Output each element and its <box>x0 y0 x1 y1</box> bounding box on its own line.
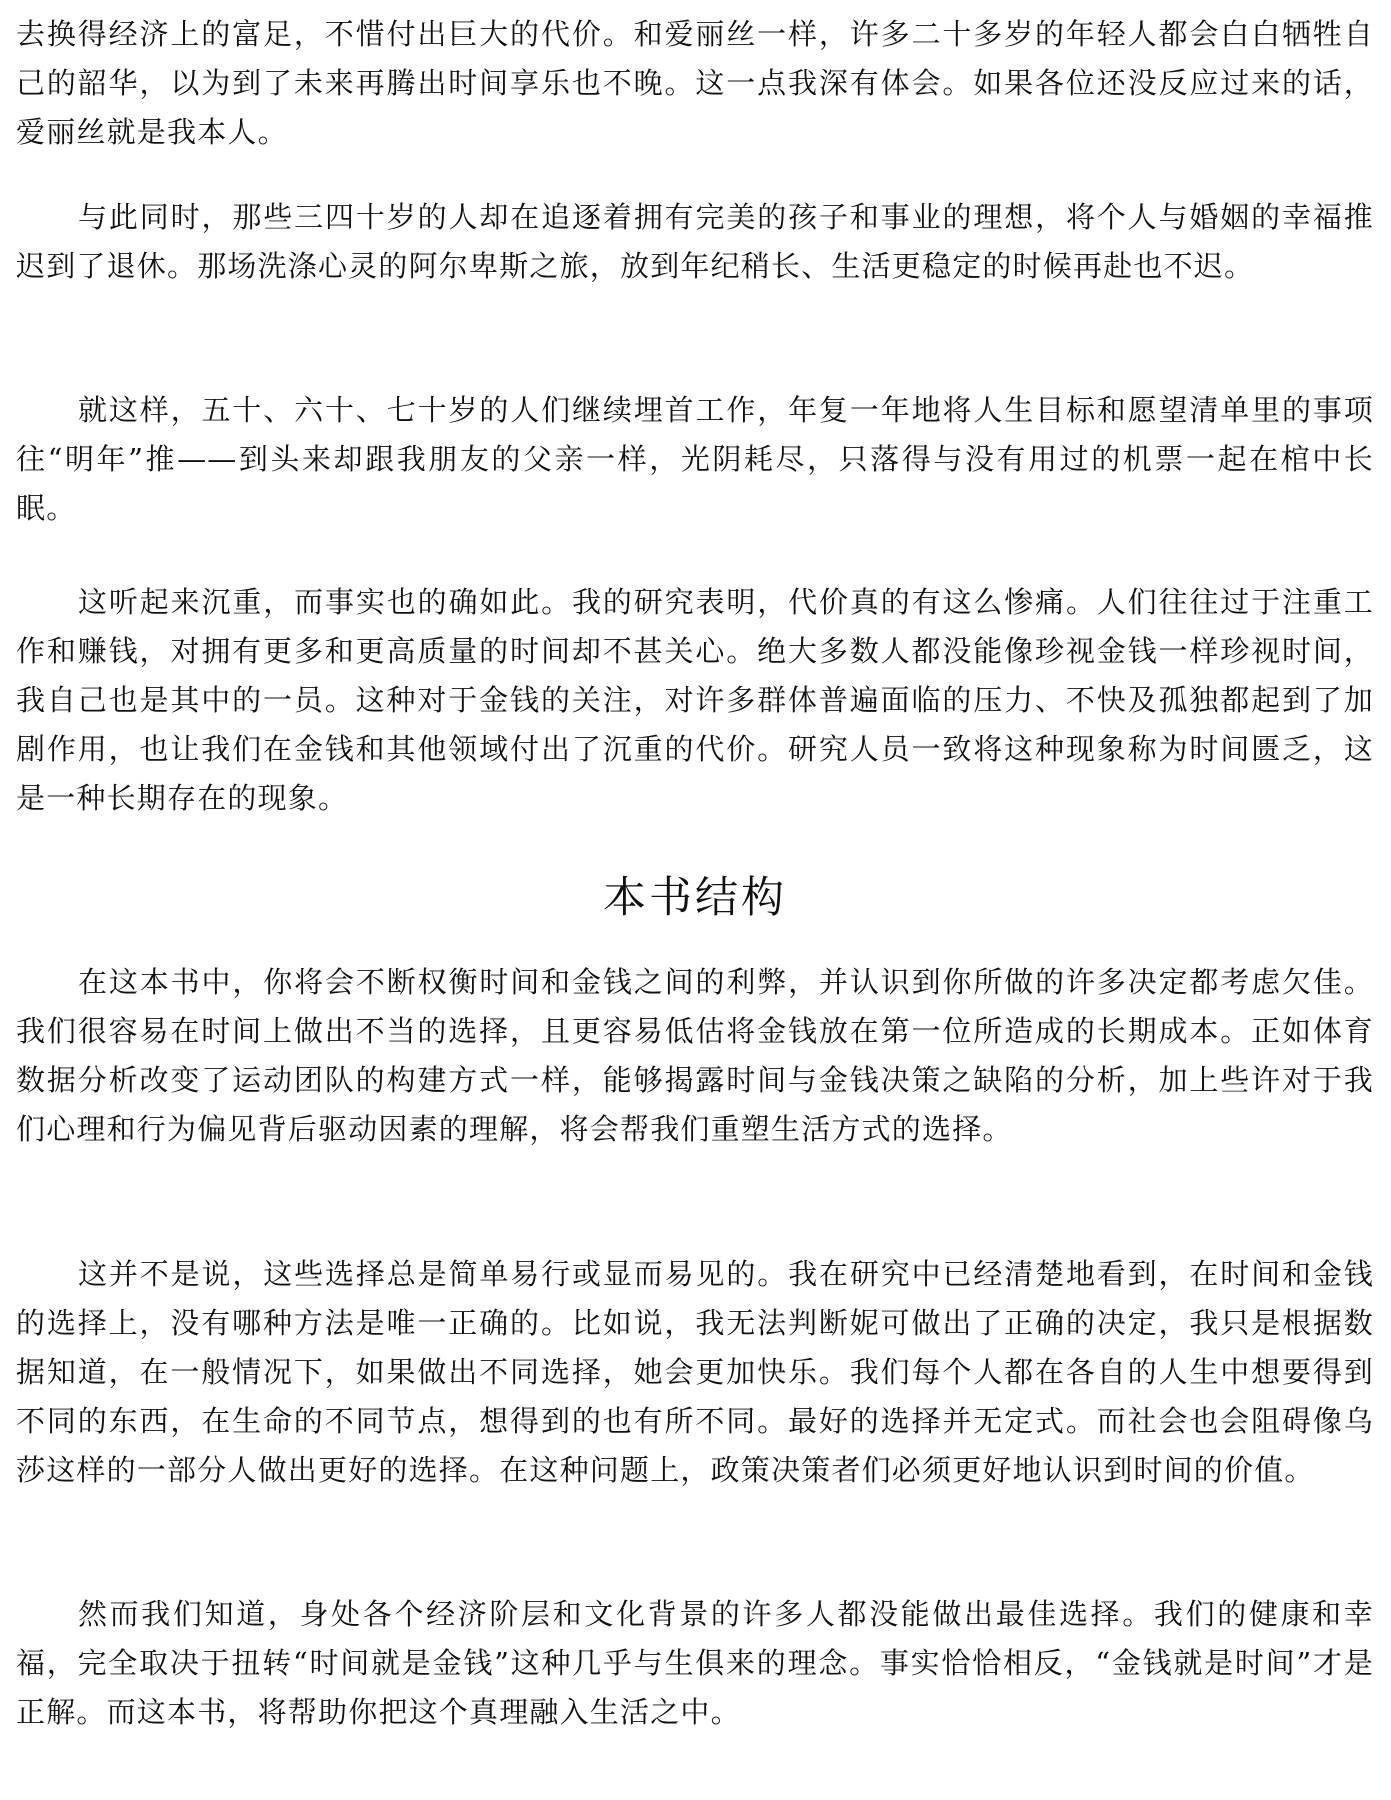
paragraph-book-overview: 在这本书中，你将会不断权衡时间和金钱之间的利弊，并认识到你所做的许多决定都考虑欠佳。我们很容易在时间上做出不当的选择，且更容易低估将金钱放在第一位所造成的长期成本。正如体育数据分析改变了运动团队的构建方式一样，能够揭露时间与金钱决策之缺陷的分析，加上些许对于我们心理和行为偏见背后驱动因素的理解，将会帮我们重塑生活方式的选择。 <box>16 965 1374 1146</box>
paragraph-thirties-forties: 与此同时，那些三四十岁的人却在追逐着拥有完美的孩子和事业的理想，将个人与婚姻的幸福推迟到了退休。那场洗涤心灵的阿尔卑斯之旅，放到年纪稍长、生活更稳定的时候再赴也不迟。 <box>16 200 1374 283</box>
paragraph-money-is-time: 然而我们知道，身处各个经济阶层和文化背景的许多人都没能做出最佳选择。我们的健康和幸福，完全取决于扭转“时间就是金钱”这种几乎与生俱来的理念。事实恰恰相反，“金钱就是时间”才是正解。而这本书，将帮助你把这个真理融入生活之中。 <box>16 1597 1374 1729</box>
paragraph-continuation: 去换得经济上的富足，不惜付出巨大的代价。和爱丽丝一样，许多二十多岁的年轻人都会白白牺牲自己的韶华，以为到了未来再腾出时间享乐也不晚。这一点我深有体会。如果各位还没反应过来的话，爱丽丝就是我本人。 <box>16 17 1374 149</box>
paragraph-time-poverty: 这听起来沉重，而事实也的确如此。我的研究表明，代价真的有这么惨痛。人们往往过于注重工作和赚钱，对拥有更多和更高质量的时间却不甚关心。绝大多数人都没能像珍视金钱一样珍视时间，我自己也是其中的一员。这种对于金钱的关注，对许多群体普遍面临的压力、不快及孤独都起到了加剧作用，也让我们在金钱和其他领域付出了沉重的代价。研究人员一致将这种现象称为时间匮乏，这是一种长期存在的现象。 <box>16 585 1374 815</box>
section-heading: 本书结构 <box>603 873 787 923</box>
paragraph-choices-not-simple: 这并不是说，这些选择总是简单易行或显而易见的。我在研究中已经清楚地看到，在时间和金钱的选择上，没有哪种方法是唯一正确的。比如说，我无法判断妮可做出了正确的决定，我只是根据数据知道，在一般情况下，如果做出不同选择，她会更加快乐。我们每个人都在各自的人生中想要得到不同的东西，在生命的不同节点，想得到的也有所不同。最好的选择并无定式。而社会也会阻碍像乌莎这样的一部分人做出更好的选择。在这种问题上，政策决策者们必须更好地认识到时间的价值。 <box>16 1257 1374 1487</box>
paragraph-fifties-to-seventies: 就这样，五十、六十、七十岁的人们继续埋首工作，年复一年地将人生目标和愿望清单里的事项往“明年”推——到头来却跟我朋友的父亲一样，光阴耗尽，只落得与没有用过的机票一起在棺中长眠。 <box>16 393 1374 525</box>
